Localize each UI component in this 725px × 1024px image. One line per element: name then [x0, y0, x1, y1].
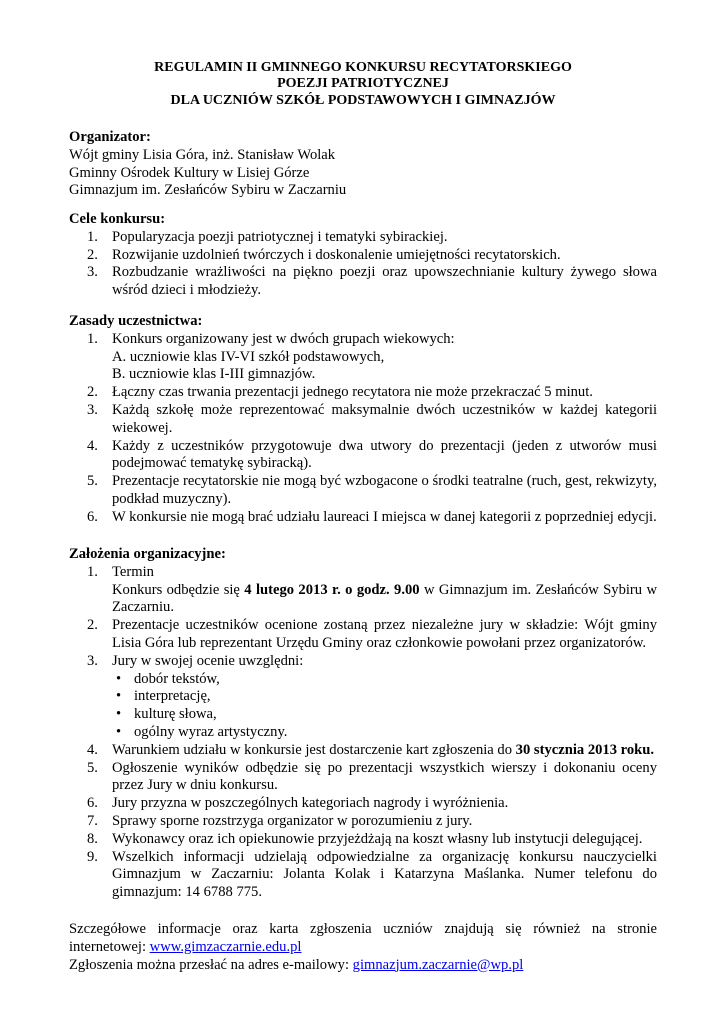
footer-info: Szczegółowe informacje oraz karta zgłoszenia uczniów znajdują się również na stronie internetowej: www.gimzaczarnie.edu.pl: [69, 921, 657, 955]
website-link[interactable]: www.gimzaczarnie.edu.pl: [149, 938, 302, 955]
list-item: 6. Jury przyzna w poszczególnych kategoriach nagrody i wyróżnienia.: [87, 795, 509, 812]
document-title: [69, 60, 657, 109]
organizer-heading: Organizator:: [69, 129, 151, 145]
rules-list: [69, 331, 657, 527]
group-b: B. uczniowie klas I-III gimnazjów.: [112, 366, 316, 383]
deadline-date: 30 stycznia 2013 roku.: [515, 741, 655, 758]
footer-section: [69, 921, 657, 974]
criteria-item: • dobór tekstów,: [116, 670, 220, 687]
event-date: 4 lutego 2013 r. o godz. 9.00: [244, 581, 420, 598]
term-label: Termin: [112, 563, 154, 580]
list-item: 4. Warunkiem udziału w konkursie jest dostarczenie kart zgłoszenia do 30 stycznia 2013 roku.: [87, 741, 655, 758]
organizer-line: Wójt gminy Lisia Góra, inż. Stanisław Wolak: [69, 146, 336, 163]
bullet-icon: •: [116, 670, 122, 687]
list-item: 5. Ogłoszenie wyników odbędzie się po prezentacji wszystkich wierszy i dokonaniu oceny przez Jury w dniu konkursu.: [87, 759, 657, 794]
list-item: 2. Prezentacje uczestników ocenione zostaną przez niezależne jury w składzie: Wójt gminy Lisia Góra lub reprezentant Urzędu Gminy oraz członkowie powołani przez organizatorów.: [87, 617, 657, 651]
criteria-item: • ogólny wyraz artystyczny.: [116, 723, 288, 740]
goals-section: [69, 211, 657, 300]
organization-section: [69, 546, 657, 902]
list-item: 8. Wykonawcy oraz ich opiekunowie przyjeżdżają na koszt własny lub instytucji delegującej.: [87, 830, 643, 847]
title-line-3: DLA UCZNIÓW SZKÓŁ PODSTAWOWYCH I GIMNAZJÓW: [170, 92, 556, 108]
criteria-list: [112, 671, 657, 742]
list-item: 1. Konkurs organizowany jest w dwóch grupach wiekowych: A. uczniowie klas IV-VI szkół podstawowych, B. uczniowie klas I-III gimnazjów.: [69, 331, 657, 384]
organizer-line: Gminny Ośrodek Kultury w Lisiej Górze: [69, 164, 310, 181]
bullet-icon: •: [116, 723, 122, 740]
list-item: 1. Termin Konkurs odbędzie się 4 lutego 2013 r. o godz. 9.00 w Gimnazjum im. Zesłańców Sybiru w Zaczarniu.: [87, 563, 657, 616]
goals-list: [69, 229, 657, 300]
goals-heading: Cele konkursu:: [69, 211, 166, 227]
organization-list: [69, 564, 657, 902]
list-item: 3. Każdą szkołę może reprezentować maksymalnie dwóch uczestników w każdej kategorii wiekowej.: [87, 401, 657, 436]
rules-heading: Zasady uczestnictwa:: [69, 313, 203, 329]
list-item: 1. Popularyzacja poezji patriotycznej i tematyki sybirackiej.: [87, 228, 448, 245]
organizer-section: [69, 129, 657, 200]
email-link[interactable]: gimnazjum.zaczarnie@wp.pl: [352, 956, 524, 973]
list-item: 2. Rozwijanie uzdolnień twórczych i doskonalenie umiejętności recytatorskich.: [87, 246, 561, 263]
organization-heading: Założenia organizacyjne:: [69, 546, 226, 562]
footer-email-line: Zgłoszenia można przesłać na adres e-mailowy: gimnazjum.zaczarnie@wp.pl: [69, 956, 524, 973]
list-item: 7. Sprawy sporne rozstrzyga organizator w porozumieniu z jury.: [87, 812, 473, 829]
list-item: 3. Rozbudzanie wrażliwości na piękno poezji oraz upowszechnianie kultury żywego słowa wśród dzieci i młodzieży.: [87, 264, 657, 299]
rules-section: [69, 313, 657, 527]
criteria-item: • interpretację,: [116, 688, 211, 705]
list-item: 2. Łączny czas trwania prezentacji jednego recytatora nie może przekraczać 5 minut.: [87, 384, 593, 401]
list-item: 5. Prezentacje recytatorskie nie mogą być wzbogacone o środki teatralne (ruch, gest, rekwizyty, podkład muzyczny).: [87, 473, 657, 507]
bullet-icon: •: [116, 706, 122, 723]
list-item: 9. Wszelkich informacji udzielają odpowiedzialne za organizację konkursu nauczycielki Gimnazjum w Zaczarniu: Jolanta Kolak i Katarzyna Maślanka. Numer telefonu do gimnazjum: 14 6788 775.: [87, 848, 657, 901]
group-a: A. uczniowie klas IV-VI szkół podstawowych,: [112, 348, 385, 365]
list-item: 3. Jury w swojej ocenie uwzględni: • dobór tekstów, • interpretację, • kulturę słowa, • ogólny wyraz artystyczny.: [69, 653, 657, 742]
list-item: 6. W konkursie nie mogą brać udziału laureaci I miejsca w danej kategorii z poprzedniej edycji.: [87, 508, 657, 525]
title-line-1: REGULAMIN II GMINNEGO KONKURSU RECYTATORSKIEGO: [154, 60, 572, 75]
criteria-item: • kulturę słowa,: [116, 706, 217, 723]
title-line-2: POEZJI PATRIOTYCZNEJ: [277, 76, 449, 92]
list-item: 4. Każdy z uczestników przygotowuje dwa utwory do prezentacji (jeden z utworów musi podejmować tematykę sybiracką).: [87, 437, 657, 472]
bullet-icon: •: [116, 688, 122, 705]
organizer-line: Gimnazjum im. Zesłańców Sybiru w Zaczarniu: [69, 182, 347, 199]
